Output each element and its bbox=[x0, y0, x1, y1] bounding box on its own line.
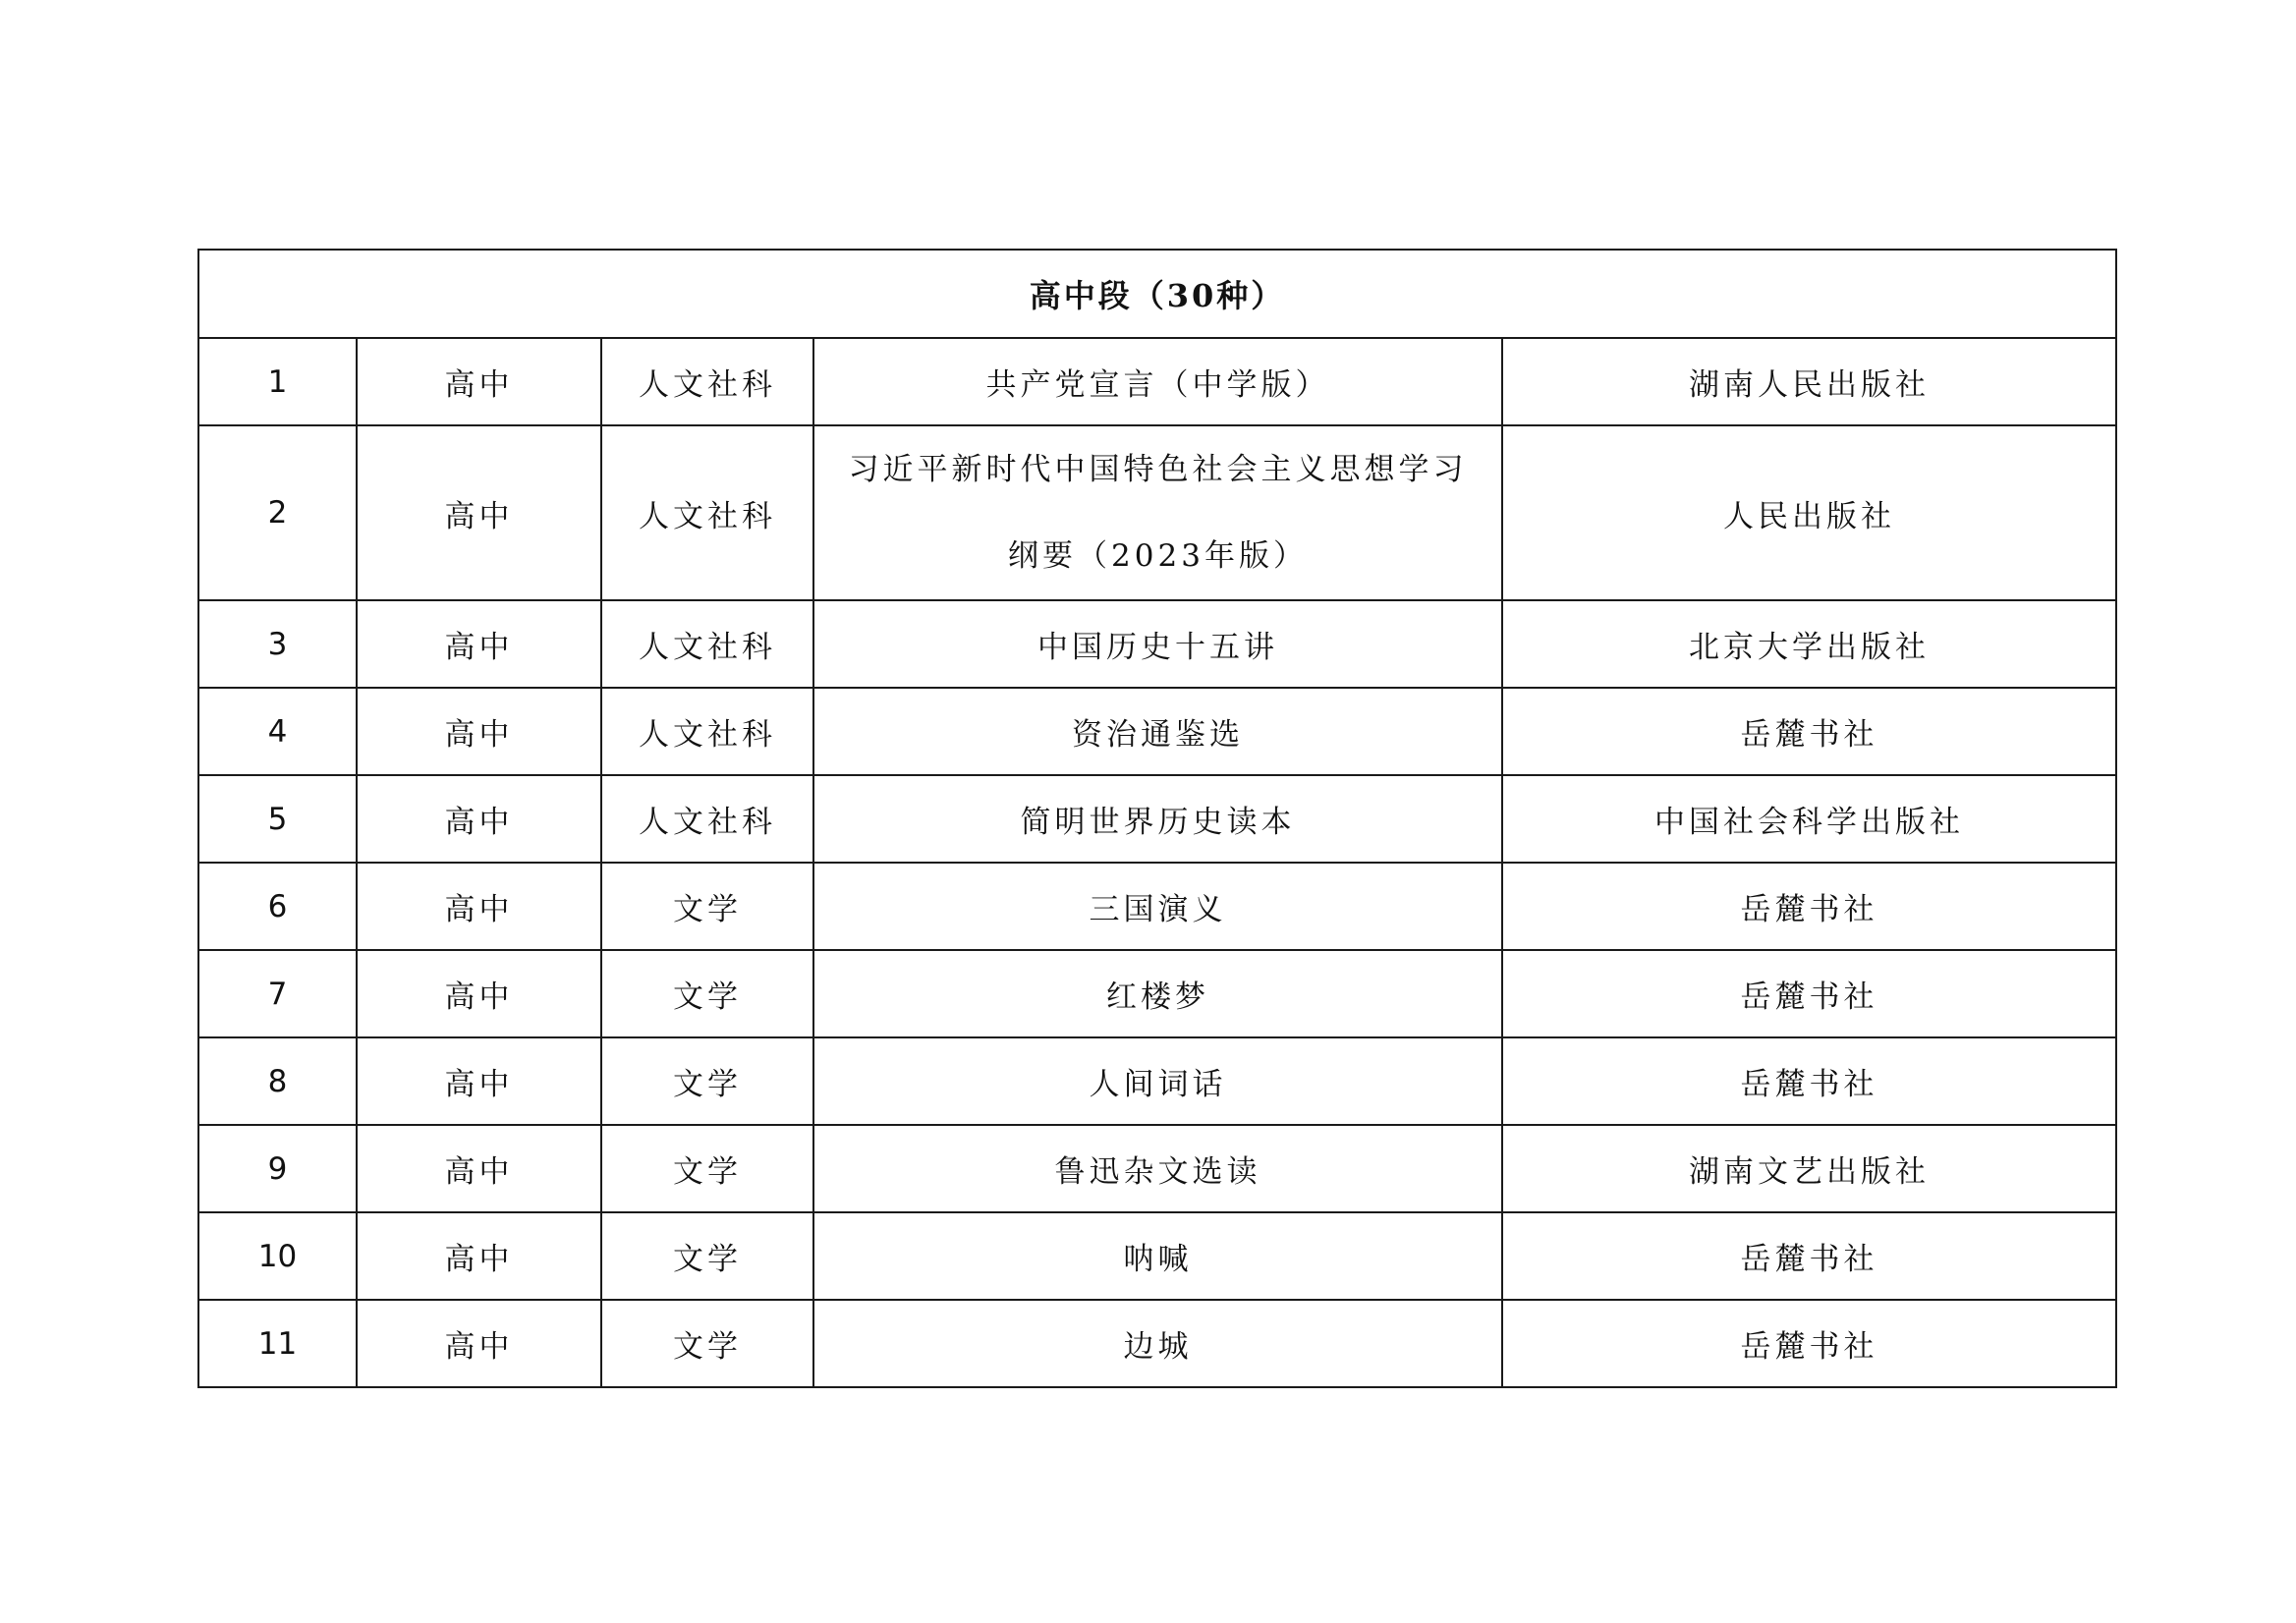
stage-cell: 高中 bbox=[357, 338, 601, 425]
table-row bbox=[198, 950, 2116, 1037]
category-cell: 人文社科 bbox=[601, 600, 813, 688]
category-cell: 文学 bbox=[601, 863, 813, 950]
category-cell: 文学 bbox=[601, 950, 813, 1037]
table-row bbox=[198, 1125, 2116, 1212]
publisher-cell: 人民出版社 bbox=[1502, 425, 2116, 600]
category-cell: 人文社科 bbox=[601, 425, 813, 600]
category-cell: 人文社科 bbox=[601, 688, 813, 775]
publisher-cell: 湖南文艺出版社 bbox=[1502, 1125, 2116, 1212]
row-number: 7 bbox=[198, 950, 357, 1037]
category-cell: 文学 bbox=[601, 1212, 813, 1300]
stage-cell: 高中 bbox=[357, 1125, 601, 1212]
publisher-cell: 岳麓书社 bbox=[1502, 950, 2116, 1037]
stage-cell: 高中 bbox=[357, 600, 601, 688]
publisher-cell: 北京大学出版社 bbox=[1502, 600, 2116, 688]
row-number: 5 bbox=[198, 775, 357, 863]
row-number: 9 bbox=[198, 1125, 357, 1212]
table-row bbox=[198, 600, 2116, 688]
table-row bbox=[198, 425, 2116, 600]
row-number: 8 bbox=[198, 1037, 357, 1125]
table-row bbox=[198, 688, 2116, 775]
stage-cell: 高中 bbox=[357, 1037, 601, 1125]
book-list-table bbox=[197, 249, 2117, 1388]
book-title-cell: 习近平新时代中国特色社会主义思想学习纲要（2023年版） bbox=[813, 425, 1502, 600]
table-title-row bbox=[198, 250, 2116, 338]
stage-cell: 高中 bbox=[357, 1300, 601, 1387]
category-cell: 文学 bbox=[601, 1300, 813, 1387]
row-number: 6 bbox=[198, 863, 357, 950]
stage-cell: 高中 bbox=[357, 775, 601, 863]
publisher-cell: 岳麓书社 bbox=[1502, 1037, 2116, 1125]
row-number: 11 bbox=[198, 1300, 357, 1387]
category-cell: 人文社科 bbox=[601, 775, 813, 863]
book-title-cell: 边城 bbox=[813, 1300, 1502, 1387]
publisher-cell: 中国社会科学出版社 bbox=[1502, 775, 2116, 863]
row-number: 2 bbox=[198, 425, 357, 600]
table-row bbox=[198, 863, 2116, 950]
row-number: 1 bbox=[198, 338, 357, 425]
publisher-cell: 岳麓书社 bbox=[1502, 1212, 2116, 1300]
category-cell: 人文社科 bbox=[601, 338, 813, 425]
table-title: 高中段（30种） bbox=[198, 250, 2116, 338]
book-title-cell: 三国演义 bbox=[813, 863, 1502, 950]
row-number: 10 bbox=[198, 1212, 357, 1300]
stage-cell: 高中 bbox=[357, 425, 601, 600]
book-title-cell: 共产党宣言（中学版） bbox=[813, 338, 1502, 425]
row-number: 3 bbox=[198, 600, 357, 688]
book-title-cell: 简明世界历史读本 bbox=[813, 775, 1502, 863]
category-cell: 文学 bbox=[601, 1037, 813, 1125]
publisher-cell: 湖南人民出版社 bbox=[1502, 338, 2116, 425]
table-row bbox=[198, 1212, 2116, 1300]
stage-cell: 高中 bbox=[357, 950, 601, 1037]
table-row bbox=[198, 1037, 2116, 1125]
book-title-cell: 资治通鉴选 bbox=[813, 688, 1502, 775]
stage-cell: 高中 bbox=[357, 1212, 601, 1300]
publisher-cell: 岳麓书社 bbox=[1502, 688, 2116, 775]
book-title-cell: 人间词话 bbox=[813, 1037, 1502, 1125]
book-title-cell: 呐喊 bbox=[813, 1212, 1502, 1300]
stage-cell: 高中 bbox=[357, 688, 601, 775]
category-cell: 文学 bbox=[601, 1125, 813, 1212]
table-row bbox=[198, 338, 2116, 425]
table-row bbox=[198, 775, 2116, 863]
publisher-cell: 岳麓书社 bbox=[1502, 863, 2116, 950]
stage-cell: 高中 bbox=[357, 863, 601, 950]
book-title-cell: 鲁迅杂文选读 bbox=[813, 1125, 1502, 1212]
table-row bbox=[198, 1300, 2116, 1387]
book-title-cell: 红楼梦 bbox=[813, 950, 1502, 1037]
publisher-cell: 岳麓书社 bbox=[1502, 1300, 2116, 1387]
book-title-cell: 中国历史十五讲 bbox=[813, 600, 1502, 688]
row-number: 4 bbox=[198, 688, 357, 775]
